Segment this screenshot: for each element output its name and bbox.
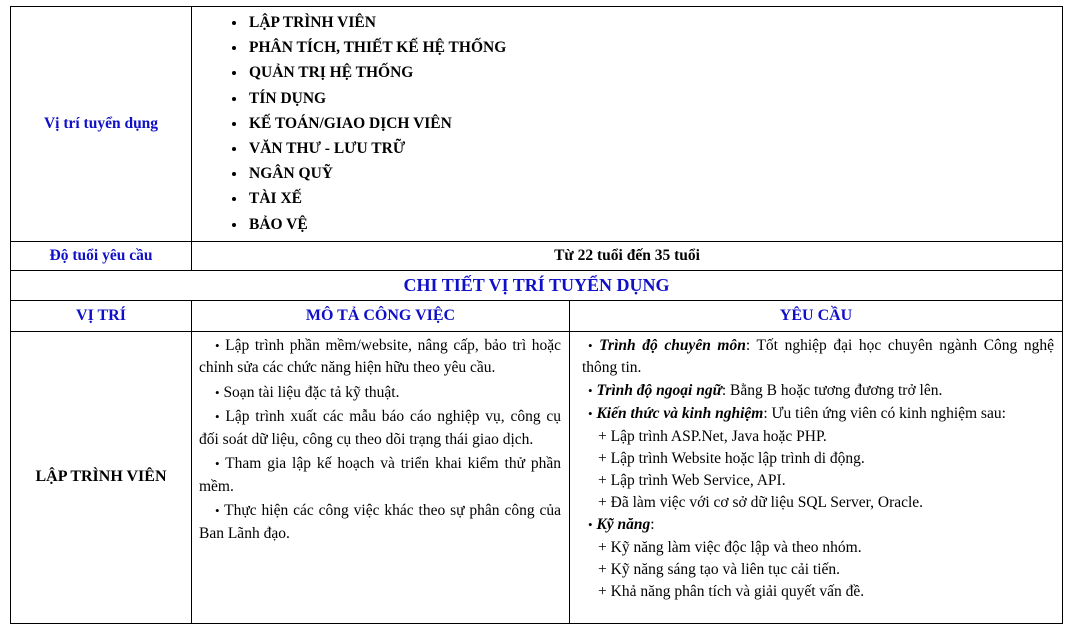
req-experience-item: + Đã làm việc với cơ sở dữ liệu SQL Server, Oracle. [598, 493, 924, 511]
plus-icon: + [598, 427, 607, 445]
req-qualification: • Trình độ chuyên môn: Tốt nghiệp đại học chuyên ngành Công nghệ thông tin. [582, 336, 1055, 376]
bullet-icon: • [215, 456, 220, 472]
detail-title-row [11, 270, 1063, 300]
position-item: • VĂN THƯ - LƯU TRỮ [247, 136, 1062, 161]
req-experience-item: + Lập trình Website hoặc lập trình di động. [598, 449, 865, 467]
position-item: • LẬP TRÌNH VIÊN [247, 10, 1062, 35]
plus-icon: + [598, 538, 607, 556]
recruitment-table [10, 6, 1063, 624]
plus-icon: + [598, 582, 607, 600]
description-item: • Lập trình xuất các mẫu báo cáo nghiệp vụ, công cụ đối soát dữ liệu, công cụ theo dõi trạng thái giao dịch. [199, 408, 562, 448]
bullet-icon: • [215, 384, 220, 400]
description-cell [192, 331, 570, 623]
positions-label: Vị trí tuyển dụng [11, 7, 192, 242]
detail-header-row [11, 300, 1063, 331]
positions-row [11, 7, 1063, 242]
position-item: • QUẢN TRỊ HỆ THỐNG [247, 60, 1062, 85]
detail-title: CHI TIẾT VỊ TRÍ TUYỂN DỤNG [11, 270, 1063, 300]
bullet-icon: • [588, 405, 593, 421]
req-language: • Trình độ ngoại ngữ: Bằng B hoặc tương đương trở lên. [588, 381, 943, 399]
header-description: MÔ TẢ CÔNG VIỆC [192, 300, 570, 331]
bullet-icon: • [588, 382, 593, 398]
detail-row [11, 331, 1063, 623]
description-item: • Thực hiện các công việc khác theo sự phân công của Ban Lãnh đạo. [199, 502, 561, 542]
plus-icon: + [598, 449, 607, 467]
plus-icon: + [598, 493, 607, 511]
positions-list-cell [192, 7, 1063, 242]
requirements-cell [570, 331, 1063, 623]
req-experience-item: + Lập trình Web Service, API. [598, 471, 786, 489]
position-item: • KẾ TOÁN/GIAO DỊCH VIÊN [247, 111, 1062, 136]
description-item: • Soạn tài liệu đặc tả kỹ thuật. [215, 383, 400, 401]
header-requirements: YÊU CẦU [570, 300, 1063, 331]
bullet-icon: • [215, 503, 220, 519]
position-name: LẬP TRÌNH VIÊN [11, 331, 192, 623]
req-skills: • Kỹ năng: [588, 515, 655, 533]
age-row [11, 241, 1063, 270]
req-skill-item: + Kỹ năng sáng tạo và liên tục cải tiến. [598, 560, 841, 578]
description-item: • Tham gia lập kế hoạch và triển khai kiểm thử phần mềm. [199, 455, 561, 495]
age-value: Từ 22 tuổi đến 35 tuổi [192, 241, 1063, 270]
position-item: • TÀI XẾ [247, 186, 1062, 211]
req-experience-item: + Lập trình ASP.Net, Java hoặc PHP. [598, 427, 827, 445]
description-item: • Lập trình phần mềm/website, nâng cấp, bảo trì hoặc chỉnh sửa các chức năng hiện hữu theo yêu cầu. [199, 336, 561, 377]
header-position: VỊ TRÍ [11, 300, 192, 331]
plus-icon: + [598, 471, 607, 489]
req-skill-item: + Kỹ năng làm việc độc lập và theo nhóm. [598, 538, 862, 556]
bullet-icon: • [588, 516, 593, 532]
bullet-icon: • [588, 337, 593, 353]
position-item: • PHÂN TÍCH, THIẾT KẾ HỆ THỐNG [247, 35, 1062, 60]
age-label: Độ tuổi yêu cầu [11, 241, 192, 270]
req-skill-item: + Khả năng phân tích và giải quyết vấn đề. [598, 582, 865, 600]
position-item: • BẢO VỆ [247, 212, 1062, 237]
position-item: • TÍN DỤNG [247, 86, 1062, 111]
positions-list [192, 7, 1062, 241]
bullet-icon: • [215, 337, 220, 353]
bullet-icon: • [215, 409, 220, 425]
req-experience: • Kiến thức và kinh nghiệm: Ưu tiên ứng viên có kinh nghiệm sau: [588, 404, 1006, 422]
position-item: • NGÂN QUỸ [247, 161, 1062, 186]
plus-icon: + [598, 560, 607, 578]
